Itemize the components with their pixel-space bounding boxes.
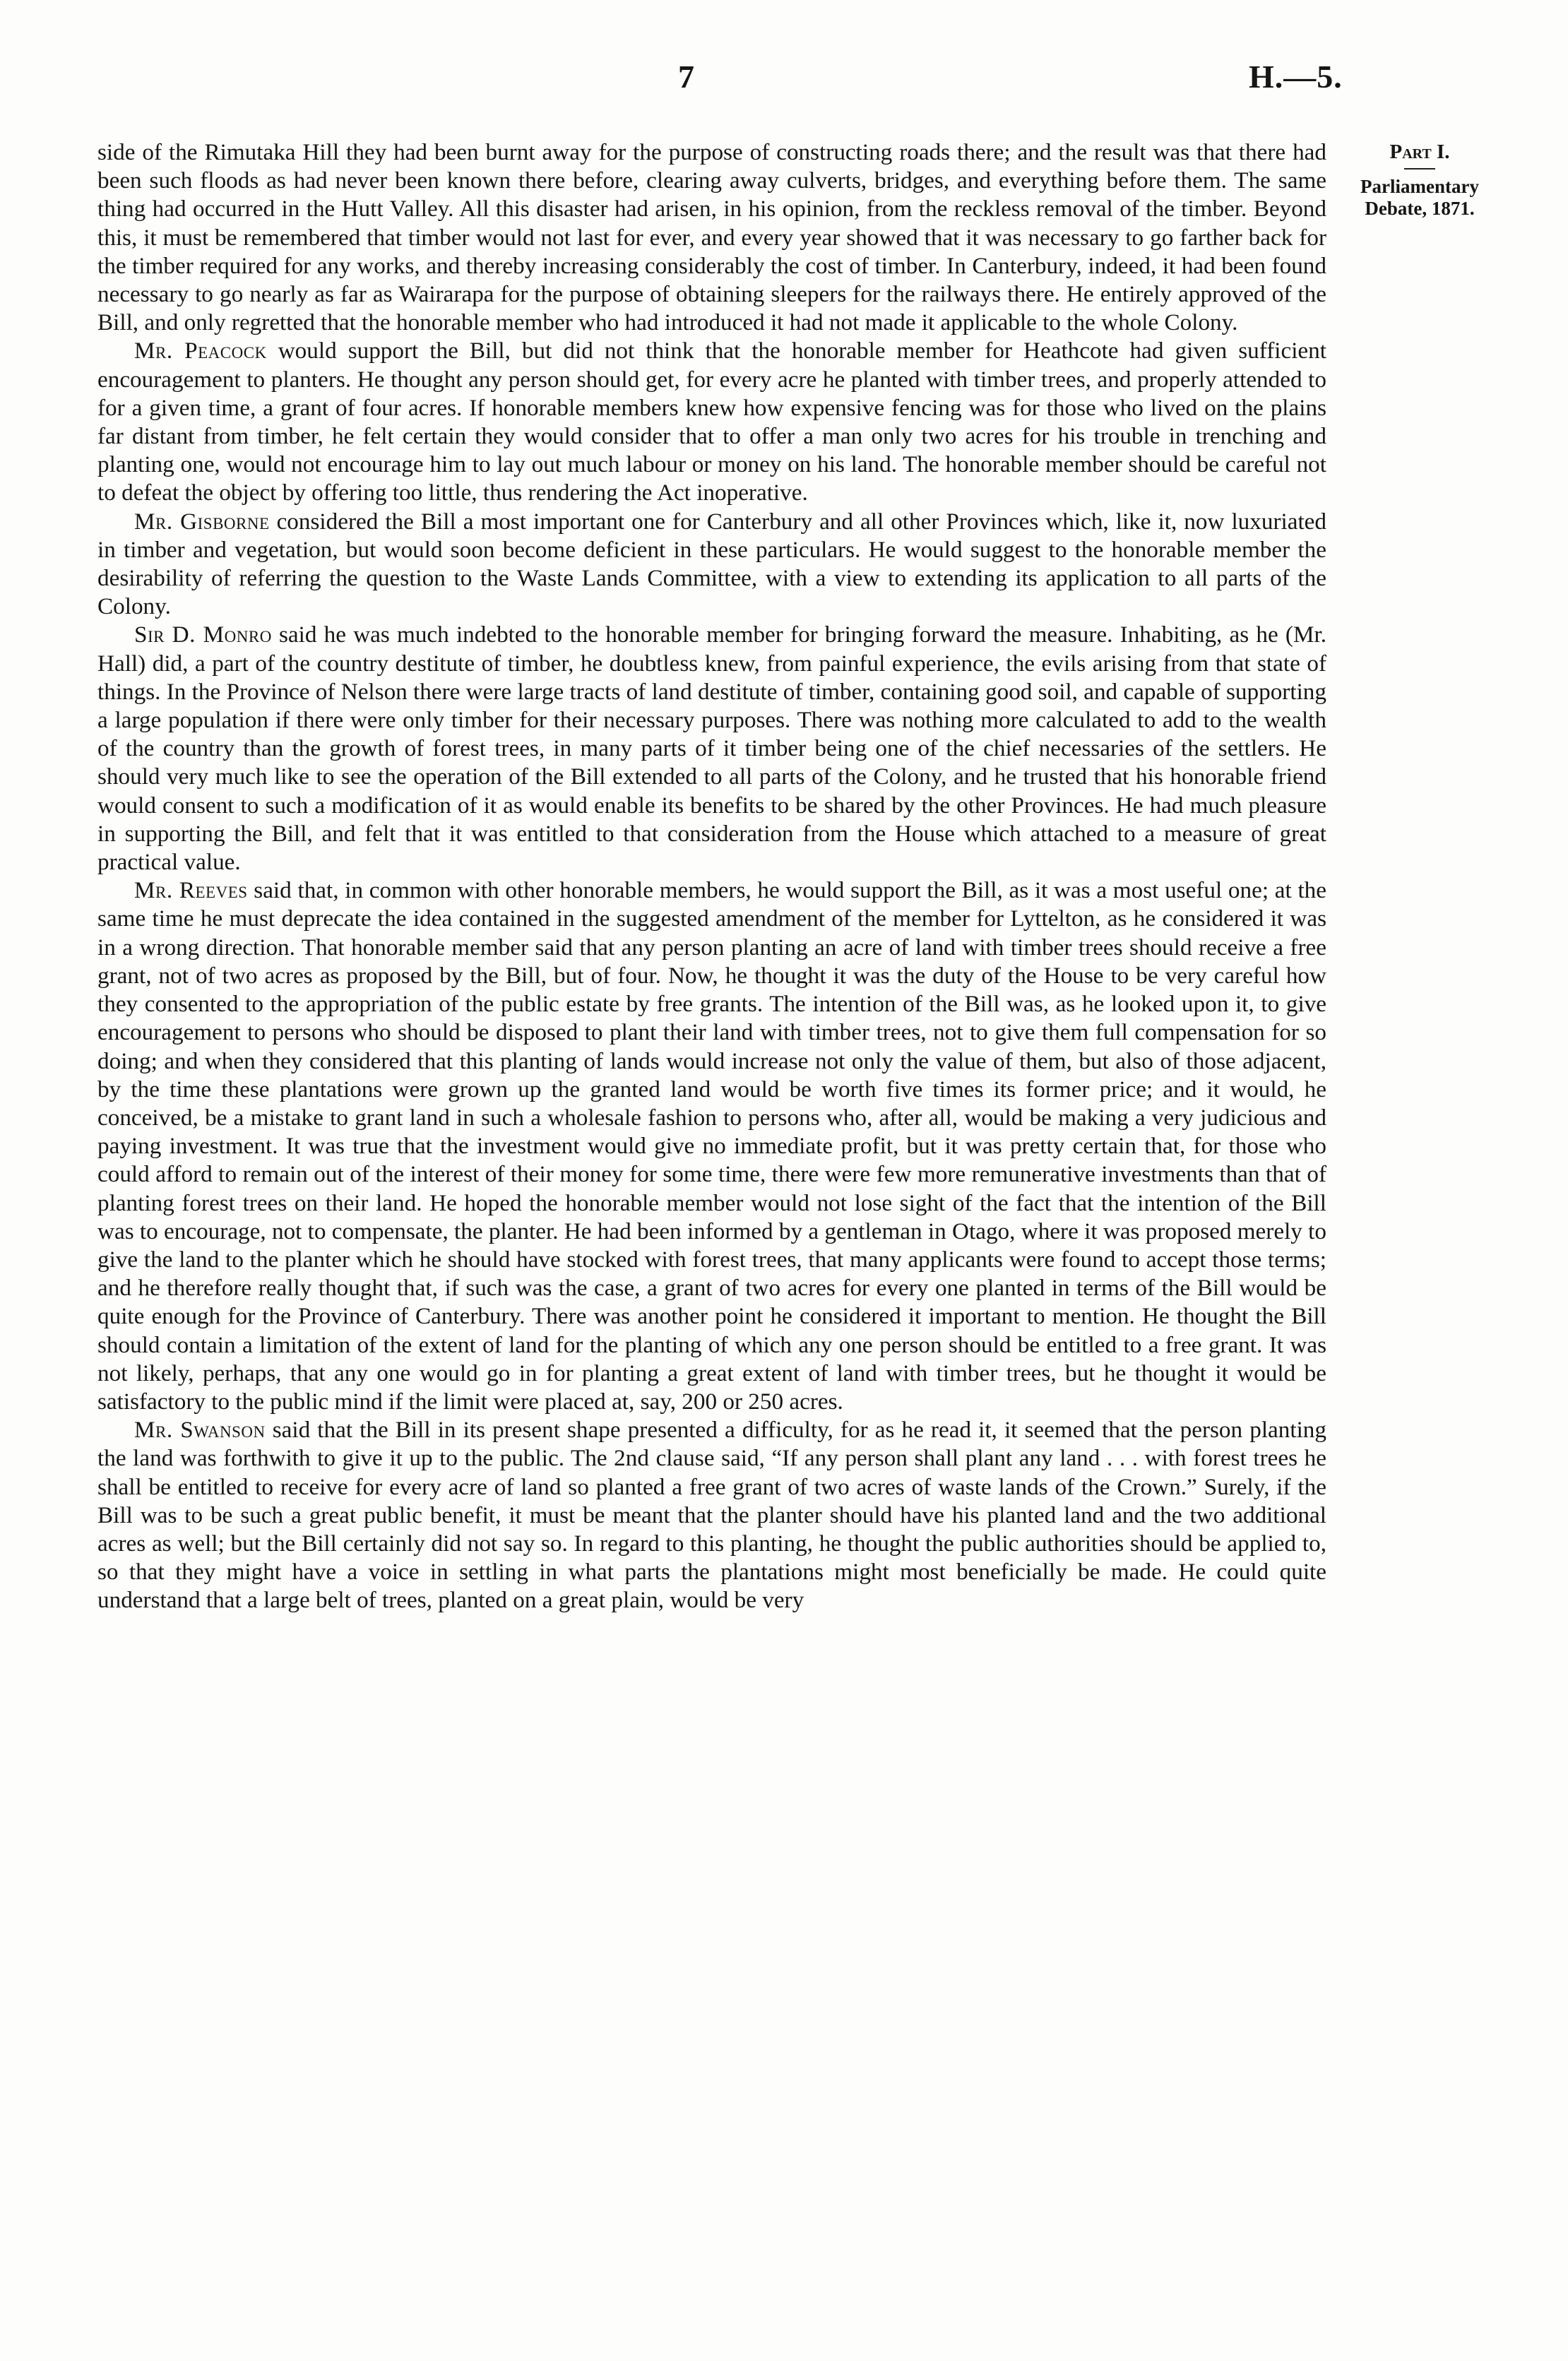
paragraph-text: would support the Bill, but did not think that the honorable member for Heathcote had given sufficient encouragement to planters. He thought any person should get, for every acre he planted with timber trees, and properly attended to for a given time, a grant of four acres. If honorable members knew how expensive fencing was for those who lived on the plains far distant from timber, he felt certain they would consider that to offer a man only two acres for his trouble in trenching and planting one, would not encourage him to lay out much labour or money on his land. The honorable member should be careful not to defeat the object by offering too little, thus rendering the Act inoperative. [97, 338, 1326, 506]
document-reference: H.—5. [1249, 59, 1343, 95]
page-number: 7 [678, 59, 694, 95]
paragraph-monro [97, 621, 1326, 876]
debate-text [97, 138, 1326, 1615]
margin-part-label: Part I. [1389, 141, 1450, 163]
paragraph-text: said that, in common with other honorable members, he would support the Bill, as it was a most useful one; at the same time he must deprecate the idea contained in the suggested amendment of the member for Lyttelton, as he considered it was in a wrong direction. That honorable member said that any person planting an acre of land with timber trees should receive a free grant, not of two acres as proposed by the Bill, but of four. Now, he thought it was the duty of the House to be very careful how they consented to the appropriation of the public estate by free grants. The intention of the Bill was, as he looked upon it, to give encouragement to persons who should be disposed to plant their land with timber trees, not to give them full compensation for so doing; and when they considered that this planting of lands would increase not only the value of them, but also of those adjacent, by the time these plantations were grown up the granted land would be worth five times its former price; and it would, he conceived, be a mistake to grant land in such a wholesale fashion to persons who, after all, would be making a very judicious and paying investment. It was true that the investment would give no immediate profit, but it was pretty certain that, for those who could afford to remain out of the interest of their money for some time, there were few more remunerative investments than that of planting forest trees on their land. He hoped the honorable member would not lose sight of the fact that the intention of the Bill was to encourage, not to compensate, the planter. He had been informed by a gentleman in Otago, where it was proposed merely to give the land to the planter which he should have stocked with forest trees, that many applicants were found to accept those terms; and he therefore really thought that, if such was the case, a grant of two acres for every one planted in terms of the Bill would be quite enough for the Province of Canterbury. There was another point he considered it important to mention. He thought the Bill should contain a limitation of the extent of land for the planting of which any one person should be entitled to a free grant. It was not likely, perhaps, that any one would go in for planting a great extent of land with timber trees, but he thought it would be satisfactory to the public mind if the limit were placed at, say, 200 or 250 acres. [97, 877, 1326, 1415]
paragraph-text: said he was much indebted to the honorable member for bringing forward the measure. Inhabiting, as he (Mr. Hall) did, a part of the country destitute of timber, he doubtless knew, from painful experience, the evils arising from that state of things. In the Province of Nelson there were large tracts of land destitute of timber, containing good soil, and capable of supporting a large population if there were only timber for their necessary purposes. There was nothing more calculated to add to the wealth of the country than the growth of forest trees, in many parts of it timber being one of the chief necessaries of the settlers. He should very much like to see the operation of the Bill extended to all parts of the Colony, and he trusted that his honorable friend would consent to such a modification of it as would enable its benefits to be shared by the other Provinces. He had much pleasure in supporting the Bill, and felt that it was entitled to that consideration from the House which attached to a measure of great practical value. [97, 622, 1327, 876]
paragraph-swanson [97, 1416, 1326, 1614]
paragraph-gisborne [97, 508, 1326, 622]
paragraph-peacock [97, 337, 1326, 507]
paragraph-text: considered the Bill a most important one for Canterbury and all other Provinces which, like it, now luxuriated in timber and vegetation, but would soon become deficient in these particulars. He would suggest to the honorable member the desirability of referring the question to the Waste Lands Committee, with a view to extending its application to all parts of the Colony. [97, 508, 1327, 620]
paragraph-text: side of the Rimutaka Hill they had been burnt away for the purpose of constructing roads there; and the result was that there had been such floods as had never been known there before, clearing away culverts, bridges, and everything before them. The same thing had occurred in the Hutt Valley. All this disaster had arisen, in his opinion, from the reckless removal of the timber. Beyond this, it must be remembered that timber would not last for ever, and every year showed that it was necessary to go farther back for the timber required for any works, and thereby increasing considerably the cost of timber. In Canterbury, indeed, it had been found necessary to go nearly as far as Wairarapa for the purpose of obtaining sleepers for the railways there. He entirely approved of the Bill, and only regretted that the honorable member who had introduced it had not made it applicable to the whole Colony. [97, 139, 1326, 336]
speaker-name: Sir D. Monro [134, 622, 272, 648]
paragraph-reeves [97, 876, 1326, 1416]
paragraph-continuation [97, 138, 1326, 337]
margin-divider [1404, 168, 1435, 170]
page-header [0, 58, 1568, 114]
speaker-name: Mr. Gisborne [134, 508, 270, 535]
margin-note [1346, 141, 1494, 220]
speaker-name: Mr. Reeves [134, 877, 248, 904]
margin-subtitle: Parliamentary Debate, 1871. [1360, 176, 1479, 219]
speaker-name: Mr. Peacock [134, 338, 267, 364]
paragraph-text: said that the Bill in its present shape presented a difficulty, for as he read it, it seemed that the person planting the land was forthwith to give it up to the public. The 2nd clause said, “If any person shall plant any land . . . with forest trees he shall be entitled to receive for every acre of land so planted a free grant of two acres of waste lands of the Crown.” Surely, if the Bill was to be such a great public benefit, it must be meant that the planter should have his planted land and the two additional acres as well; but the Bill certainly did not say so. In regard to this planting, he thought the public authorities should be applied to, so that they might have a voice in settling in what parts the plantations might most beneficially be made. He could quite understand that a large belt of trees, planted on a great plain, would be very [97, 1417, 1326, 1614]
speaker-name: Mr. Swanson [134, 1417, 266, 1444]
